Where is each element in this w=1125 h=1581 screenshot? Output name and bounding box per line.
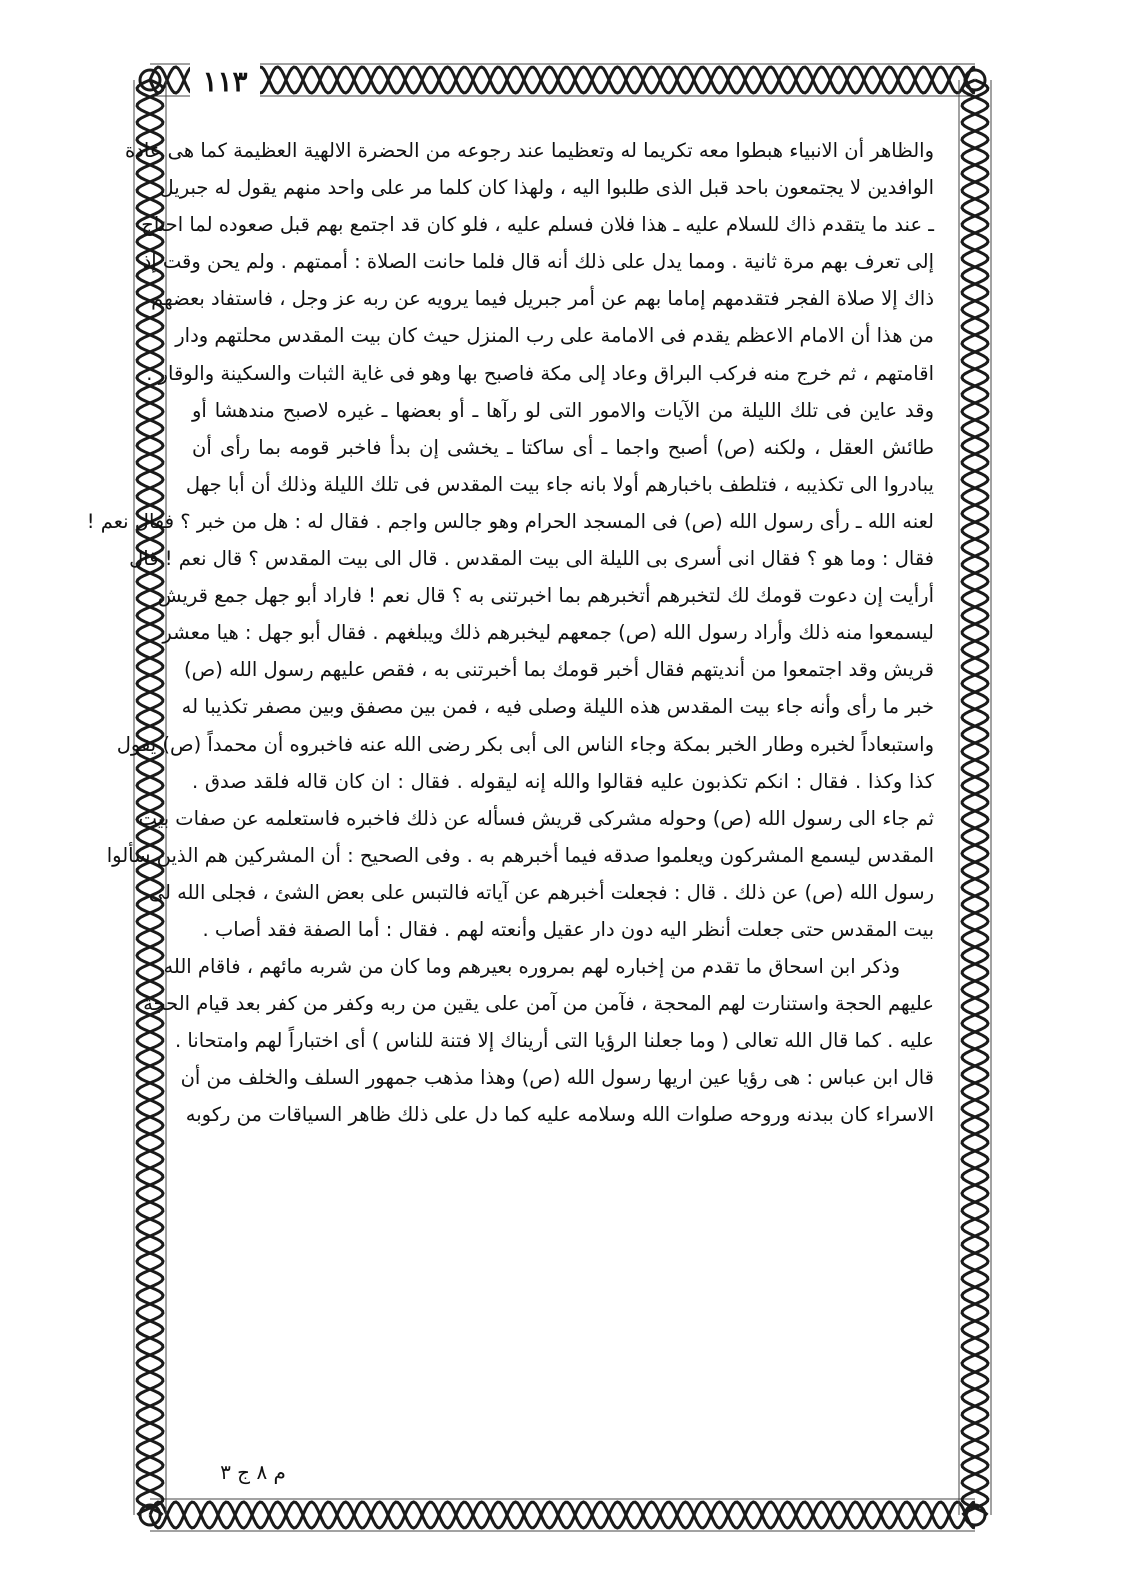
text-line: الوافدين لا يجتمعون باحد قبل الذى طلبوا اليه ، ولهذا كان كلما مر على واحد منهم يقول له جبريل	[159, 176, 934, 200]
text-line: اقامتهم ، ثم خرج منه فركب البراق وعاد إلى مكة فاصبح بها وهو فى غاية الثبات والسكينة والوقار .	[146, 361, 934, 385]
text-line: رسول الله (ص) عن ذلك . قال : فجعلت أخبرهم عن آياته فالتبس على بعض الشئ ، فجلى الله لى	[148, 880, 934, 904]
text-line: الاسراء كان ببدنه وروحه صلوات الله وسلامه عليه كما دل على ذلك ظاهر السياقات من ركوبه	[185, 1103, 934, 1127]
signature-mark: م ٨ ج ٣	[198, 1458, 308, 1486]
page-number: ١١٣	[190, 62, 260, 102]
text-line: وقد عاين فى تلك الليلة من الآيات والامور التى لو رآها ـ أو بعضها ـ غيره لاصبح مندهشا أو	[192, 398, 934, 422]
text-line: والظاهر أن الانبياء هبطوا معه تكريما له وتعظيما عند رجوعه من الحضرة الالهية العظيمة كما هى عادة	[124, 139, 934, 162]
text-line: لعنه الله ـ رأى رسول الله (ص) فى المسجد الحرام وهو جالس واجم . فقال له : هل من خبر ؟ فقال نعم !	[86, 509, 934, 533]
body-text	[86, 132, 934, 1134]
text-line: خبر ما رأى وأنه جاء بيت المقدس هذه الليلة وصلى فيه ، فمن بين مصفق وبين مصفر تكذيبا له	[181, 695, 934, 719]
text-line: فقال : وما هو ؟ فقال انى أسرى بى الليلة الى بيت المقدس . قال الى بيت المقدس ؟ قال نعم ! قال	[129, 547, 934, 571]
text-line: ذاك إلا صلاة الفجر فتقدمهم إماما بهم عن أمر جبريل فيما يرويه عن ربه عز وجل ، فاستفاد بعضهم	[151, 287, 934, 311]
text-line: بيت المقدس حتى جعلت أنظر اليه دون دار عقيل وأنعته لهم . فقال : أما الصفة فقد أصاب .	[202, 917, 934, 941]
text-line: ثم جاء الى رسول الله (ص) وحوله مشركى قريش فسأله عن ذلك فاخبره فاستعلمه عن صفات بيت	[138, 806, 934, 830]
text-line: من هذا أن الامام الاعظم يقدم فى الامامة على رب المنزل حيث كان بيت المقدس محلتهم ودار	[175, 324, 934, 348]
text-line: طائش العقل ، ولكنه (ص) أصبح واجما ـ أى ساكتا ـ يخشى إن بدأ فاخبر قومه بما رأى أن	[192, 435, 934, 459]
text-line: ليسمعوا منه ذلك وأراد رسول الله (ص) جمعهم ليخبرهم ذلك ويبلغهم . فقال أبو جهل : هيا معشر	[162, 621, 934, 645]
text-line: عليه . كما قال الله تعالى ( وما جعلنا الرؤيا التى أريناك إلا فتنة للناس ) أى اختباراً لهم وامتحانا .	[174, 1029, 934, 1053]
text-line: واستبعاداً لخبره وطار الخبر بمكة وجاء الناس الى أبى بكر رضى الله عنه فاخبروه أن محمداً (ص) يقول	[116, 732, 934, 756]
text-line: المقدس ليسمع المشركون ويعلموا صدقه فيما أخبرهم به . وفى الصحيح : أن المشركين هم الذين سألوا	[106, 843, 934, 867]
text-line: أرأيت إن دعوت قومك لك لتخبرهم أتخبرهم بما اخبرتنى به ؟ قال نعم ! فاراد أبو جهل جمع قريش	[157, 584, 934, 608]
text-line: وذكر ابن اسحاق ما تقدم من إخباره لهم بمروره بعيرهم وما كان من شربه مائهم ، فاقام الله	[163, 955, 900, 979]
text-line: ـ عند ما يتقدم ذاك للسلام عليه ـ هذا فلان فسلم عليه ، فلو كان قد اجتمع بهم قبل صعوده لما احتاج	[141, 213, 934, 237]
text-line: عليهم الحجة واستنارت لهم المحجة ، فآمن من آمن على يقين من ربه وكفر من كفر بعد قيام الحجة	[143, 992, 934, 1016]
text-line: قريش وقد اجتمعوا من أنديتهم فقال أخبر قومك بما أخبرتنى به ، فقص عليهم رسول الله (ص)	[184, 658, 934, 682]
text-line: قال ابن عباس : هى رؤيا عين اريها رسول الله (ص) وهذا مذهب جمهور السلف والخلف من أن	[180, 1066, 934, 1090]
text-line: كذا وكذا . فقال : انكم تكذبون عليه فقالوا والله إنه ليقوله . فقال : ان كان قاله فلقد صدق .	[192, 769, 934, 793]
text-line: يبادروا الى تكذيبه ، فتلطف باخبارهم أولا بانه جاء بيت المقدس فى تلك الليلة وذلك أن أبا جهل	[185, 472, 934, 496]
text-line: إلى تعرف بهم مرة ثانية . ومما يدل على ذلك أنه قال فلما حانت الصلاة : أممتهم . ولم يحن وقت إذ	[142, 250, 934, 274]
